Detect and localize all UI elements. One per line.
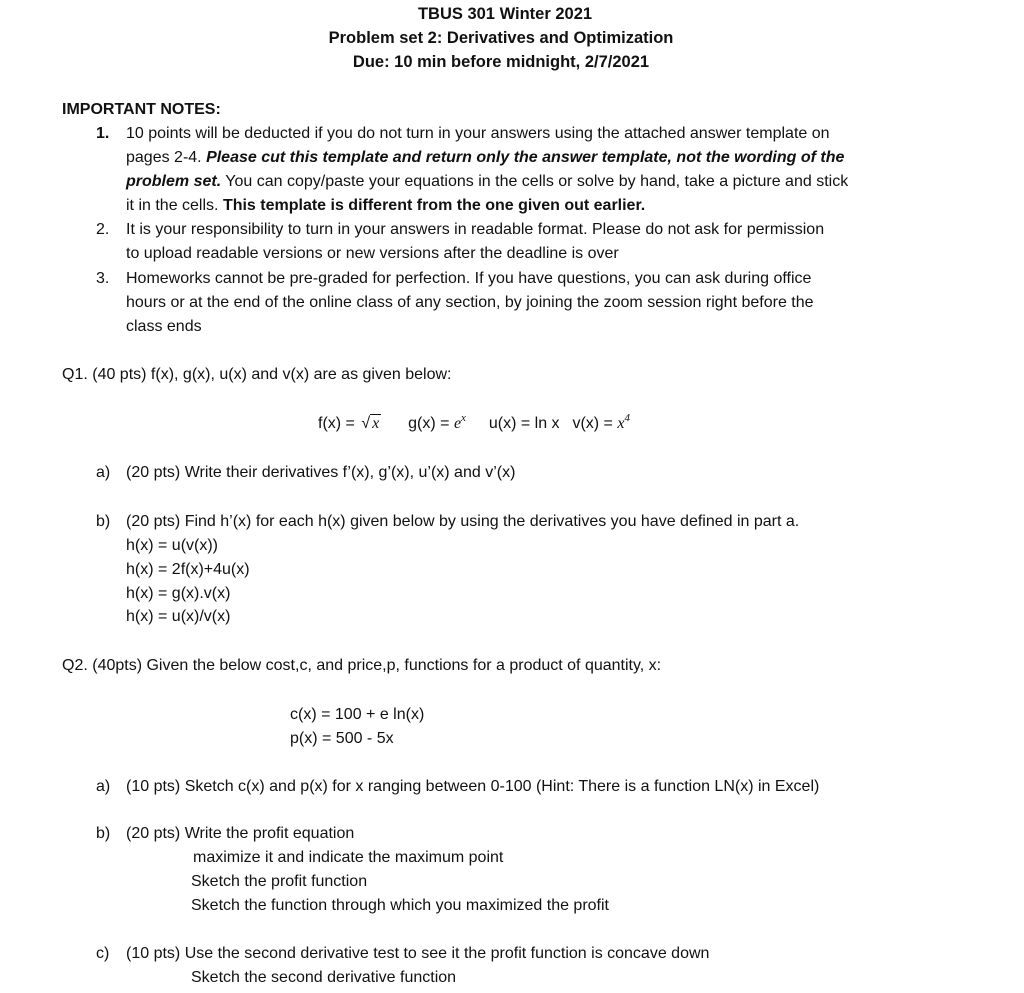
problem-set-title: Problem set 2: Derivatives and Optimization — [328, 29, 674, 47]
q2-b-text: (20 pts) Write the profit equation — [126, 825, 355, 842]
note-number: 2. — [96, 221, 110, 238]
note-line: hours or at the end of the online class of any section, by joining the zoom session right before the — [126, 294, 814, 311]
note-line — [126, 170, 848, 194]
q1-b-item: h(x) = u(x)/v(x) — [126, 608, 231, 625]
q2-b-label: b) — [96, 825, 111, 842]
note-number: 3. — [96, 270, 110, 287]
note-line — [126, 194, 645, 218]
note-line: 10 points will be deducted if you do not turn in your answers using the attached answer template on — [126, 125, 830, 142]
v-base: x — [617, 415, 625, 432]
q1-b-label: b) — [96, 513, 111, 530]
q1-a-text: (20 pts) Write their derivatives f’(x), g’(x), u’(x) and v’(x) — [126, 464, 516, 481]
g-eq-lhs: g(x) = — [408, 415, 454, 432]
q1-a-label: a) — [96, 464, 111, 481]
q2-b-subitem: maximize it and indicate the maximum point — [193, 849, 504, 866]
q1-b-text: (20 pts) Find h’(x) for each h(x) given below by using the derivatives you have defined in part a. — [126, 513, 800, 530]
note-emphasis: Please cut this template and return only the answer template, not the wording of the — [206, 149, 845, 166]
note-line — [126, 146, 844, 170]
note-text: it in the cells. — [126, 197, 223, 214]
note-line: It is your responsibility to turn in your answers in readable format. Please do not ask for permission — [126, 221, 825, 238]
q2-price-eq: p(x) = 500 - 5x — [290, 730, 394, 747]
f-eq-lhs: f(x) = — [318, 415, 360, 432]
q1-equations — [318, 412, 630, 436]
q2-c-text: (10 pts) Use the second derivative test to see it the profit function is concave down — [126, 945, 710, 962]
q1-b-item: h(x) = g(x).v(x) — [126, 585, 231, 602]
q2-a-text: (10 pts) Sketch c(x) and p(x) for x ranging between 0-100 (Hint: There is a function LN(x) in Excel) — [126, 778, 820, 795]
note-text: pages 2-4. — [126, 149, 207, 166]
q2-intro: Q2. (40pts) Given the below cost,c, and price,p, functions for a product of quantity, x: — [62, 657, 662, 674]
sqrt-symbol: √ x — [361, 415, 380, 432]
q2-c-label: c) — [96, 945, 110, 962]
g-base: e — [453, 415, 462, 432]
note-line: class ends — [126, 318, 202, 335]
q1-b-item: h(x) = 2f(x)+4u(x) — [126, 561, 250, 578]
q2-b-subitem: Sketch the profit function — [191, 873, 368, 890]
q2-c-subitem: Sketch the second derivative function — [191, 969, 457, 986]
note-bold: This template is different from the one given out earlier. — [222, 197, 646, 214]
note-text: You can copy/paste your equations in the cells or solve by hand, take a picture and stick — [221, 173, 849, 190]
v-eq-lhs: v(x) = — [572, 415, 618, 432]
note-number: 1. — [96, 125, 110, 142]
q2-a-label: a) — [96, 778, 111, 795]
f-radicand: x — [372, 415, 380, 432]
v-exponent: 4 — [624, 411, 630, 424]
q2-cost-eq: c(x) = 100 + e ln(x) — [290, 706, 425, 723]
q1-intro: Q1. (40 pts) f(x), g(x), u(x) and v(x) are as given below: — [62, 366, 452, 383]
q2-b-subitem: Sketch the function through which you maximized the profit — [191, 897, 609, 914]
notes-heading: IMPORTANT NOTES: — [62, 101, 221, 118]
note-emphasis: problem set. — [126, 173, 222, 190]
q1-b-item: h(x) = u(v(x)) — [126, 537, 218, 554]
u-eq: u(x) = ln x — [488, 415, 560, 432]
note-line: Homeworks cannot be pre-graded for perfection. If you have questions, you can ask during office — [126, 270, 812, 287]
g-exponent: x — [461, 411, 466, 424]
course-title: TBUS 301 Winter 2021 — [417, 5, 593, 23]
due-date: Due: 10 min before midnight, 2/7/2021 — [352, 53, 650, 71]
note-line: to upload readable versions or new versions after the deadline is over — [126, 245, 619, 262]
